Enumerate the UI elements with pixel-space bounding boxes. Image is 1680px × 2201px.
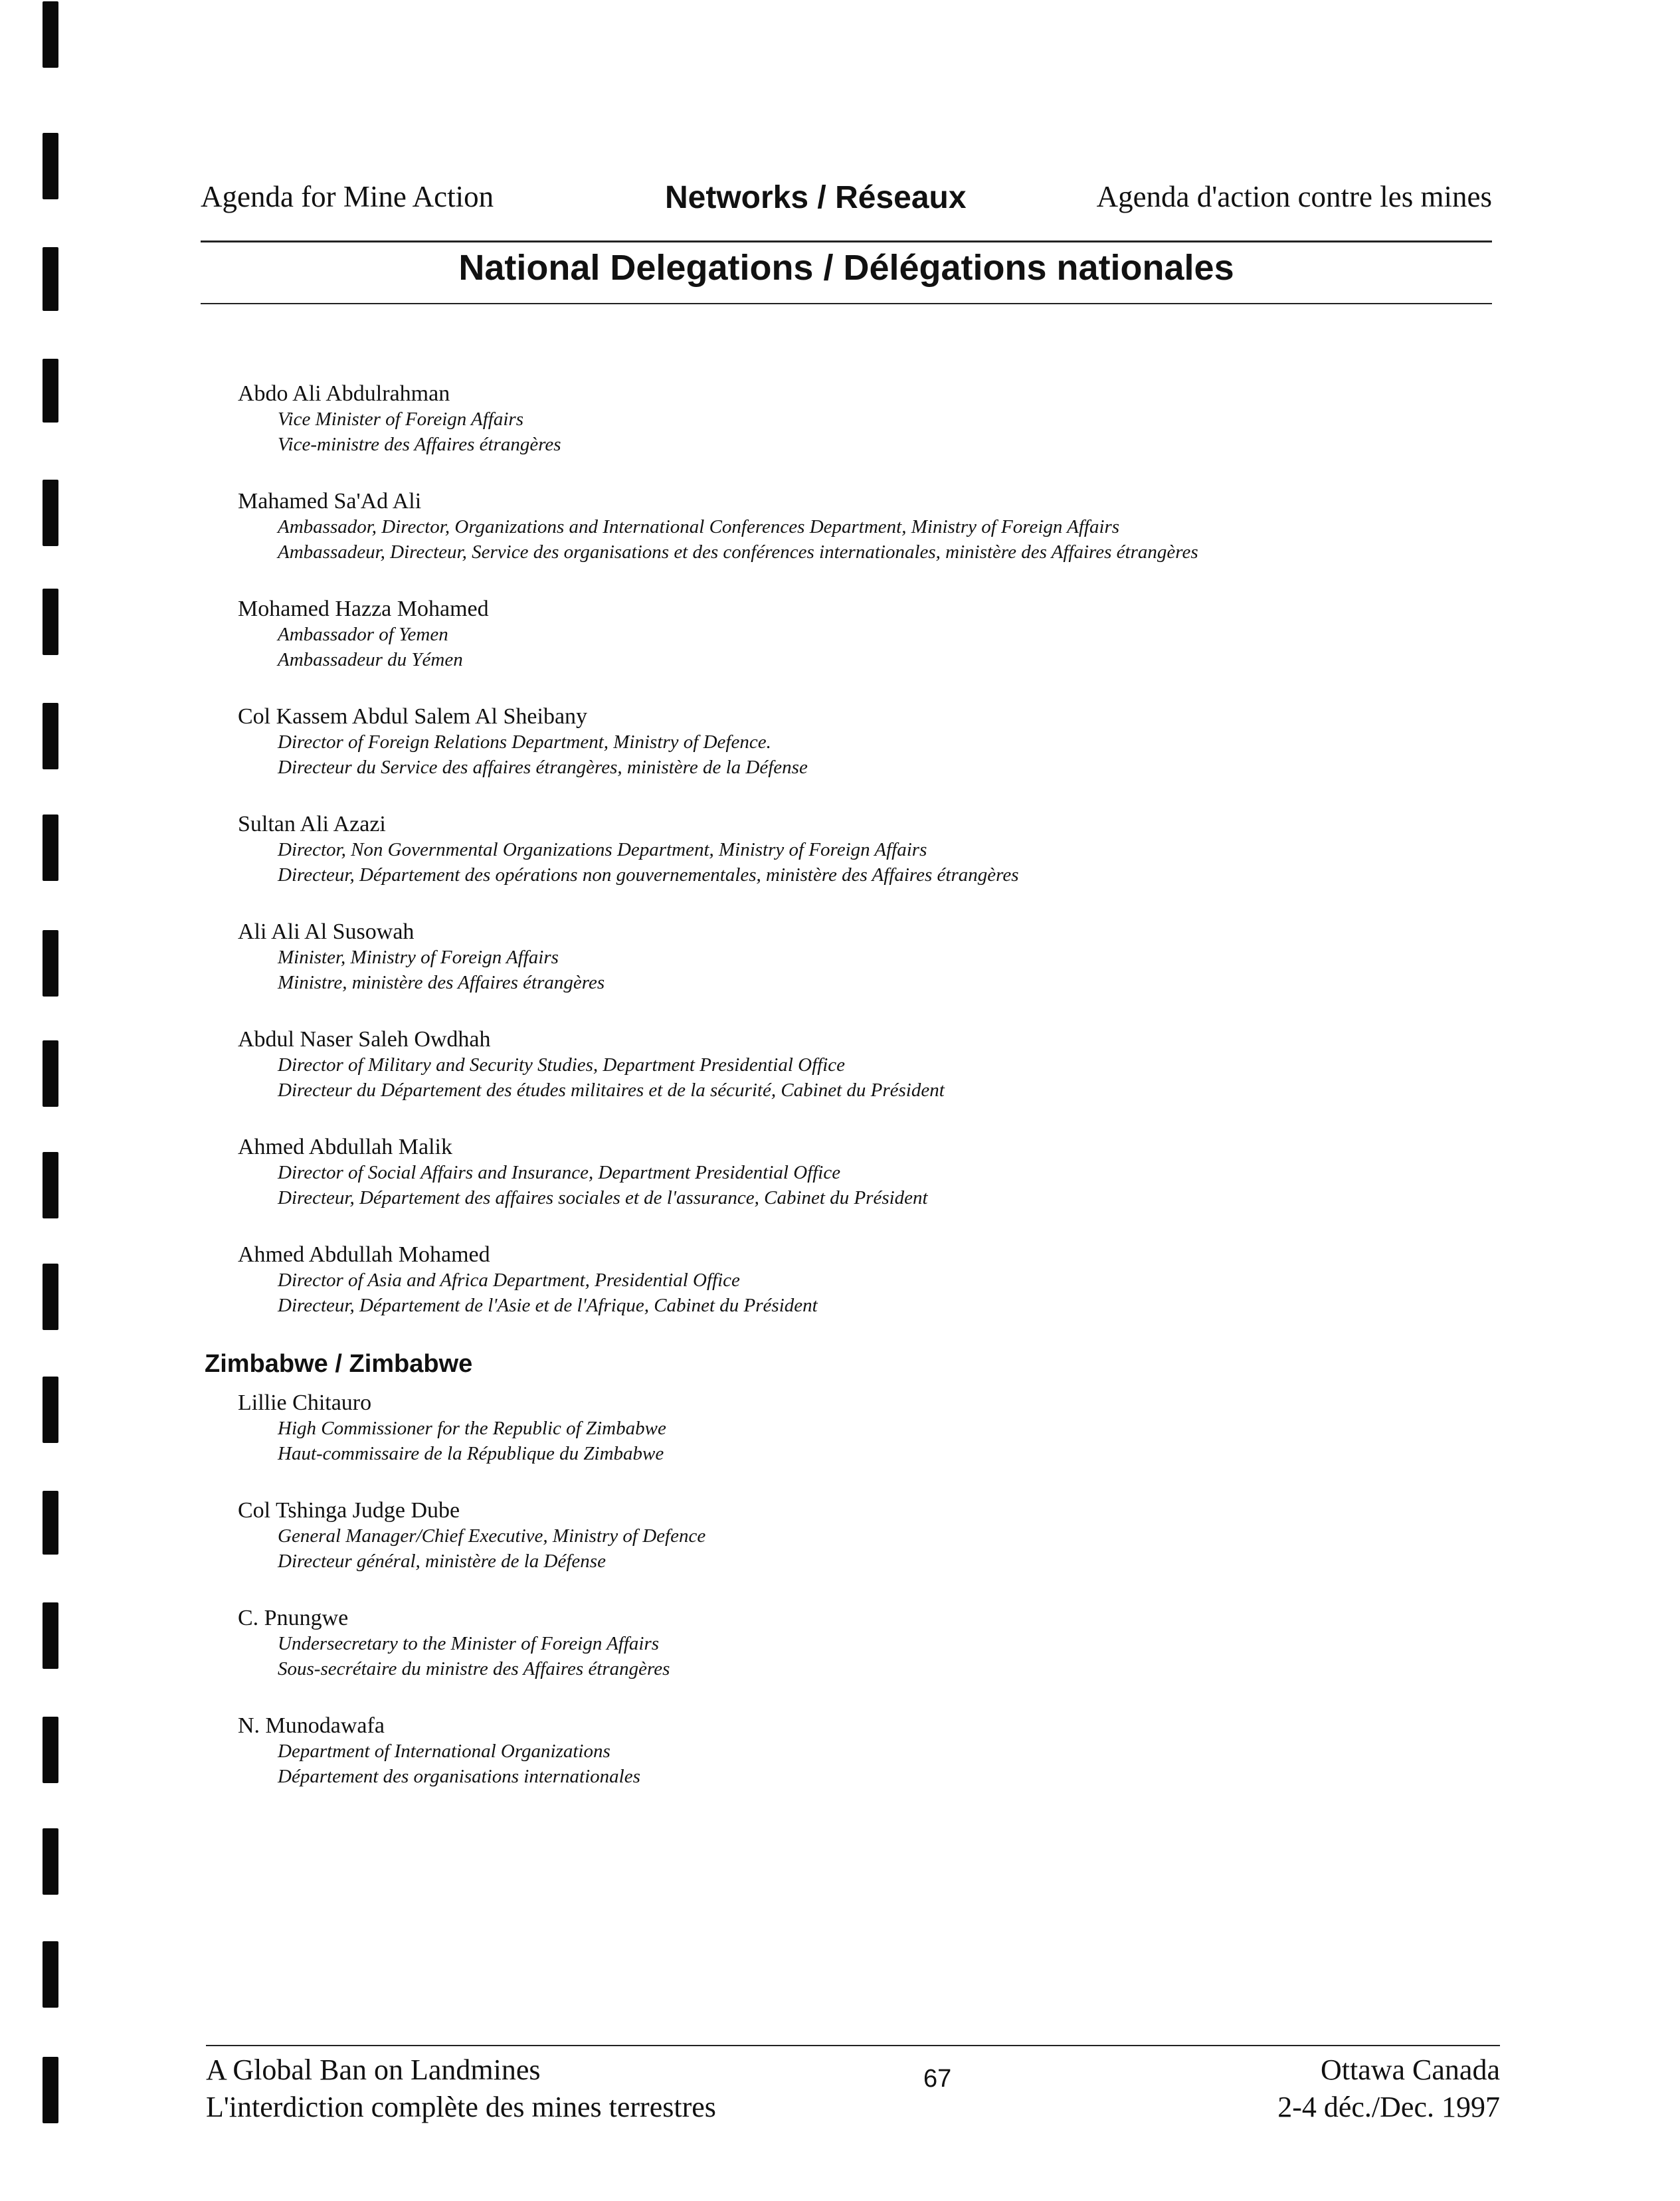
delegate-role-fr: Ministre, ministère des Affaires étrangères xyxy=(278,972,605,993)
delegate-name: Ahmed Abdullah Malik xyxy=(238,1135,452,1159)
delegate-entry xyxy=(238,1027,1500,1103)
delegate-entry xyxy=(238,1135,1500,1210)
delegate-name: Mohamed Hazza Mohamed xyxy=(238,597,489,621)
delegate-role-fr: Sous-secrétaire du ministre des Affaires étrangères xyxy=(278,1658,670,1679)
delegate-role-en: Vice Minister of Foreign Affairs xyxy=(278,409,523,430)
delegate-role-fr: Directeur du Service des affaires étrangères, ministère de la Défense xyxy=(278,757,808,778)
delegate-role-fr: Directeur, Département des opérations non gouvernementales, ministère des Affaires étrangères xyxy=(278,864,1019,886)
delegate-name: C. Pnungwe xyxy=(238,1606,349,1630)
binder-mark xyxy=(43,1602,58,1669)
footer-rule xyxy=(206,2045,1500,2046)
delegate-role-fr: Directeur, Département des affaires sociales et de l'assurance, Cabinet du Président xyxy=(278,1187,928,1208)
footer-title-fr: L'interdiction complète des mines terrestres xyxy=(206,2091,716,2123)
delegation-list xyxy=(205,381,1500,1821)
delegate-role-fr: Directeur général, ministère de la Défense xyxy=(278,1551,606,1572)
page-header xyxy=(201,174,1492,221)
delegate-role-en: Ambassador of Yemen xyxy=(278,624,448,645)
country-heading: Zimbabwe / Zimbabwe xyxy=(205,1350,473,1378)
footer-location: Ottawa Canada xyxy=(1321,2054,1500,2086)
header-right-title: Agenda d'action contre les mines xyxy=(1096,180,1492,213)
delegate-role-fr: Haut-commissaire de la République du Zimbabwe xyxy=(278,1443,664,1464)
page-title: National Delegations / Délégations nationales xyxy=(458,248,1234,288)
delegate-entry xyxy=(238,381,1500,457)
delegate-name: Lillie Chitauro xyxy=(238,1390,372,1415)
footer-title-en: A Global Ban on Landmines xyxy=(206,2054,541,2086)
delegate-entry xyxy=(238,919,1500,995)
delegate-name: Col Kassem Abdul Salem Al Sheibany xyxy=(238,704,588,729)
delegate-entry xyxy=(238,1498,1500,1574)
binder-mark xyxy=(43,1,58,68)
delegate-name: Ali Ali Al Susowah xyxy=(238,919,415,944)
binder-mark xyxy=(43,930,58,997)
delegate-role-en: General Manager/Chief Executive, Ministry of Defence xyxy=(278,1525,706,1547)
binder-mark xyxy=(43,133,58,199)
delegate-role-en: Director of Asia and Africa Department, Presidential Office xyxy=(278,1270,740,1291)
delegate-name: Ahmed Abdullah Mohamed xyxy=(238,1242,490,1267)
header-left-title: Agenda for Mine Action xyxy=(201,180,494,213)
delegate-entry xyxy=(238,812,1500,888)
page-number: 67 xyxy=(923,2065,952,2093)
binder-mark xyxy=(43,1941,58,2008)
delegate-role-en: Director, Non Governmental Organizations Department, Ministry of Foreign Affairs xyxy=(278,839,927,860)
binder-mark xyxy=(43,589,58,655)
delegate-name: Col Tshinga Judge Dube xyxy=(238,1498,460,1523)
delegate-role-fr: Directeur, Département de l'Asie et de l'Afrique, Cabinet du Président xyxy=(278,1295,818,1316)
delegate-role-en: Director of Social Affairs and Insurance, Department Presidential Office xyxy=(278,1162,841,1183)
footer-right xyxy=(1277,2052,1500,2126)
binder-mark xyxy=(43,1828,58,1895)
binder-mark xyxy=(43,1040,58,1107)
delegate-role-en: High Commissioner for the Republic of Zimbabwe xyxy=(278,1418,666,1439)
binder-mark xyxy=(43,480,58,546)
delegate-role-fr: Ambassadeur, Directeur, Service des organisations et des conférences internationales, ministère des Affaires étrangères xyxy=(278,541,1198,563)
delegate-entry xyxy=(238,597,1500,672)
binder-mark xyxy=(43,814,58,881)
delegate-role-en: Director of Foreign Relations Department, Ministry of Defence. xyxy=(278,731,771,753)
delegate-entry xyxy=(238,1606,1500,1681)
delegate-name: Abdul Naser Saleh Owdhah xyxy=(238,1027,491,1052)
delegate-name: Mahamed Sa'Ad Ali xyxy=(238,489,422,514)
footer-left xyxy=(206,2052,716,2126)
delegate-entry xyxy=(238,1242,1500,1318)
header-rule xyxy=(201,240,1492,242)
binder-mark xyxy=(43,1152,58,1218)
delegate-role-en: Director of Military and Security Studies, Department Presidential Office xyxy=(278,1054,845,1076)
binder-mark xyxy=(43,2057,58,2123)
binder-mark xyxy=(43,703,58,769)
delegate-role-en: Minister, Ministry of Foreign Affairs xyxy=(278,947,559,968)
delegate-role-fr: Département des organisations internationales xyxy=(278,1766,640,1787)
delegate-entry xyxy=(238,1713,1500,1789)
binder-mark xyxy=(43,1264,58,1330)
binder-mark xyxy=(43,247,58,311)
delegate-name: Abdo Ali Abdulrahman xyxy=(238,381,450,406)
header-section-title: Networks / Réseaux xyxy=(665,180,967,215)
title-rule xyxy=(201,303,1492,304)
delegate-entry xyxy=(238,1390,1500,1466)
footer-date: 2-4 déc./Dec. 1997 xyxy=(1277,2091,1500,2123)
delegate-name: Sultan Ali Azazi xyxy=(238,812,386,836)
delegate-role-fr: Ambassadeur du Yémen xyxy=(278,649,463,670)
delegate-role-fr: Vice-ministre des Affaires étrangères xyxy=(278,434,561,455)
delegate-role-fr: Directeur du Département des études militaires et de la sécurité, Cabinet du Président xyxy=(278,1080,945,1101)
delegate-role-en: Ambassador, Director, Organizations and International Conferences Department, Ministry of Foreign Affairs xyxy=(278,516,1120,537)
binder-mark xyxy=(43,359,58,423)
delegate-role-en: Undersecretary to the Minister of Foreign Affairs xyxy=(278,1633,660,1654)
binder-mark xyxy=(43,1717,58,1783)
delegate-name: N. Munodawafa xyxy=(238,1713,385,1738)
delegate-entry xyxy=(238,704,1500,780)
binder-mark xyxy=(43,1377,58,1443)
delegate-entry xyxy=(238,489,1500,565)
delegate-role-en: Department of International Organizations xyxy=(278,1741,610,1762)
binder-mark xyxy=(43,1491,58,1555)
